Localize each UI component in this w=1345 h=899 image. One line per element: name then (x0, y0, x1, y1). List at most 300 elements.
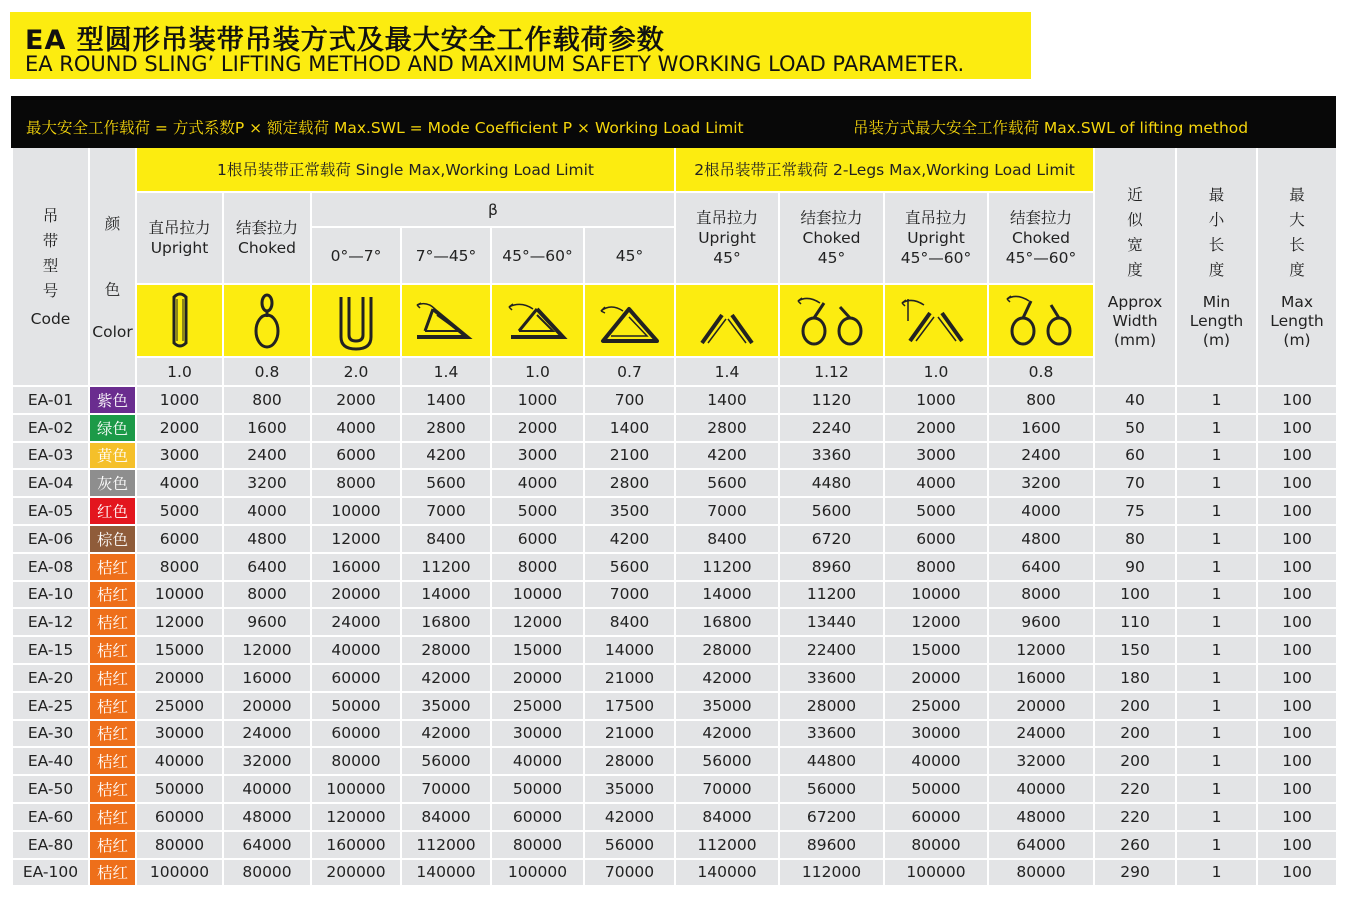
width-cell: 150 (1094, 636, 1176, 664)
load-value-cell: 11200 (401, 553, 491, 581)
load-value-cell: 1000 (136, 386, 223, 414)
max-cell: 100 (1257, 386, 1337, 414)
load-value-cell: 16800 (675, 608, 779, 636)
min-cell: 1 (1176, 442, 1257, 470)
load-value-cell: 42000 (401, 720, 491, 748)
load-value-cell: 2000 (884, 414, 988, 442)
width-cell: 200 (1094, 747, 1176, 775)
color-cell: 绿色 (89, 414, 136, 442)
color-cell: 桔红 (89, 859, 136, 887)
load-value-cell: 1400 (401, 386, 491, 414)
load-value-cell: 8400 (584, 608, 675, 636)
load-value-cell: 6000 (311, 442, 401, 470)
code-cell: EA-06 (12, 525, 89, 553)
load-value-cell: 8000 (311, 469, 401, 497)
load-value-cell: 2400 (988, 442, 1094, 470)
load-value-cell: 8000 (223, 581, 311, 609)
load-value-cell: 100000 (136, 859, 223, 887)
load-value-cell: 5600 (584, 553, 675, 581)
load-value-cell: 30000 (491, 720, 584, 748)
max-cell: 100 (1257, 692, 1337, 720)
angle-45-header: 45° (584, 227, 675, 284)
load-value-cell: 100000 (311, 775, 401, 803)
load-value-cell: 2800 (584, 469, 675, 497)
min-cell: 1 (1176, 831, 1257, 859)
max-cell: 100 (1257, 442, 1337, 470)
angle-0-7-header: 0°—7° (311, 227, 401, 284)
load-value-cell: 6400 (988, 553, 1094, 581)
color-cell: 灰色 (89, 469, 136, 497)
load-value-cell: 20000 (311, 581, 401, 609)
two-leg-choked-icon (1001, 291, 1081, 351)
load-value-cell: 16800 (401, 608, 491, 636)
load-value-cell: 5600 (401, 469, 491, 497)
load-value-cell: 20000 (136, 664, 223, 692)
load-value-cell: 6000 (136, 525, 223, 553)
min-cell: 1 (1176, 497, 1257, 525)
swl-formula: 最大安全工作载荷 = 方式系数P × 额定载荷 Max.SWL = Mode Coefficient P × Working Load Limit (26, 119, 744, 137)
load-value-cell: 112000 (675, 831, 779, 859)
load-value-cell: 56000 (779, 775, 884, 803)
load-value-cell: 56000 (675, 747, 779, 775)
min-cell: 1 (1176, 775, 1257, 803)
coefficient-cell: 0.8 (988, 357, 1094, 386)
load-value-cell: 100000 (491, 859, 584, 887)
choked-sling-icon (247, 291, 287, 351)
basket-45-60-illustration (491, 284, 584, 357)
coefficient-cell: 1.0 (136, 357, 223, 386)
table-row (12, 775, 1337, 803)
load-value-cell: 64000 (223, 831, 311, 859)
basket-0-7-illustration (311, 284, 401, 357)
formula-banner (11, 96, 1336, 148)
vertical-sling-icon (160, 291, 200, 351)
width-cell: 220 (1094, 775, 1176, 803)
color-cell: 桔红 (89, 581, 136, 609)
min-cell: 1 (1176, 636, 1257, 664)
width-cell: 200 (1094, 720, 1176, 748)
double-choked-60-header: 结套拉力 Choked 45°—60° (988, 192, 1094, 284)
basket-45-illustration (584, 284, 675, 357)
width-cell: 80 (1094, 525, 1176, 553)
min-cell: 1 (1176, 469, 1257, 497)
color-cell: 桔红 (89, 831, 136, 859)
page-title-chinese: EA 型圆形吊装带吊装方式及最大安全工作载荷参数 (25, 25, 665, 56)
load-value-cell: 20000 (223, 692, 311, 720)
load-value-cell: 4800 (223, 525, 311, 553)
code-cell: EA-40 (12, 747, 89, 775)
width-cell: 75 (1094, 497, 1176, 525)
min-cell: 1 (1176, 525, 1257, 553)
load-value-cell: 8400 (401, 525, 491, 553)
single-sling-group-header: 1根吊装带正常载荷 Single Max,Working Load Limit (136, 148, 675, 192)
load-value-cell: 4200 (584, 525, 675, 553)
load-value-cell: 12000 (136, 608, 223, 636)
load-value-cell: 35000 (675, 692, 779, 720)
load-value-cell: 10000 (491, 581, 584, 609)
min-cell: 1 (1176, 553, 1257, 581)
width-cell: 50 (1094, 414, 1176, 442)
load-value-cell: 14000 (401, 581, 491, 609)
load-value-cell: 4000 (136, 469, 223, 497)
load-value-cell: 3200 (988, 469, 1094, 497)
code-cell: EA-05 (12, 497, 89, 525)
code-cell: EA-20 (12, 664, 89, 692)
load-value-cell: 60000 (491, 803, 584, 831)
load-value-cell: 56000 (584, 831, 675, 859)
load-value-cell: 20000 (988, 692, 1094, 720)
load-value-cell: 35000 (584, 775, 675, 803)
load-value-cell: 13440 (779, 608, 884, 636)
load-value-cell: 10000 (311, 497, 401, 525)
max-cell: 100 (1257, 831, 1337, 859)
min-cell: 1 (1176, 608, 1257, 636)
load-value-cell: 3000 (884, 442, 988, 470)
load-value-cell: 15000 (491, 636, 584, 664)
code-cell: EA-10 (12, 581, 89, 609)
load-value-cell: 2000 (311, 386, 401, 414)
load-value-cell: 70000 (675, 775, 779, 803)
load-value-cell: 32000 (223, 747, 311, 775)
load-value-cell: 1400 (584, 414, 675, 442)
load-value-cell: 12000 (884, 608, 988, 636)
load-value-cell: 8000 (491, 553, 584, 581)
load-value-cell: 5000 (884, 497, 988, 525)
load-value-cell: 42000 (401, 664, 491, 692)
min-cell: 1 (1176, 692, 1257, 720)
angle-45-60-header: 45°—60° (491, 227, 584, 284)
load-value-cell: 6000 (491, 525, 584, 553)
code-header: 吊带型号 Code (12, 148, 89, 386)
table-row (12, 581, 1337, 609)
load-value-cell: 120000 (311, 803, 401, 831)
max-cell: 100 (1257, 664, 1337, 692)
load-value-cell: 40000 (311, 636, 401, 664)
load-value-cell: 44800 (779, 747, 884, 775)
load-value-cell: 84000 (401, 803, 491, 831)
load-value-cell: 40000 (884, 747, 988, 775)
load-value-cell: 16000 (311, 553, 401, 581)
load-value-cell: 60000 (311, 720, 401, 748)
table-row (12, 525, 1337, 553)
load-value-cell: 112000 (401, 831, 491, 859)
load-value-cell: 2000 (136, 414, 223, 442)
min-cell: 1 (1176, 859, 1257, 887)
code-cell: EA-50 (12, 775, 89, 803)
load-value-cell: 80000 (311, 747, 401, 775)
load-value-cell: 80000 (491, 831, 584, 859)
load-value-cell: 80000 (988, 859, 1094, 887)
load-value-cell: 80000 (136, 831, 223, 859)
load-value-cell: 28000 (401, 636, 491, 664)
load-value-cell: 1400 (675, 386, 779, 414)
load-value-cell: 56000 (401, 747, 491, 775)
code-cell: EA-08 (12, 553, 89, 581)
load-value-cell: 4200 (675, 442, 779, 470)
load-value-cell: 12000 (223, 636, 311, 664)
code-cell: EA-04 (12, 469, 89, 497)
double-choked-45-illustration (779, 284, 884, 357)
load-value-cell: 800 (988, 386, 1094, 414)
load-value-cell: 28000 (584, 747, 675, 775)
code-cell: EA-15 (12, 636, 89, 664)
load-value-cell: 60000 (311, 664, 401, 692)
coefficient-cell: 1.0 (884, 357, 988, 386)
min-cell: 1 (1176, 720, 1257, 748)
load-value-cell: 33600 (779, 720, 884, 748)
load-value-cell: 3000 (136, 442, 223, 470)
table-row (12, 636, 1337, 664)
basket-7-45-illustration (401, 284, 491, 357)
load-value-cell: 1000 (491, 386, 584, 414)
load-value-cell: 14000 (675, 581, 779, 609)
load-value-cell: 5000 (491, 497, 584, 525)
double-upright-45-illustration (675, 284, 779, 357)
triangle-sling-icon (595, 291, 665, 351)
load-value-cell: 21000 (584, 664, 675, 692)
coefficient-cell: 0.7 (584, 357, 675, 386)
color-cell: 紫色 (89, 386, 136, 414)
two-leg-sling-icon (692, 291, 762, 351)
coefficient-cell: 1.12 (779, 357, 884, 386)
load-value-cell: 8000 (884, 553, 988, 581)
load-value-cell: 8000 (136, 553, 223, 581)
load-value-cell: 5600 (779, 497, 884, 525)
width-cell: 100 (1094, 581, 1176, 609)
single-choked-illustration (223, 284, 311, 357)
max-cell: 100 (1257, 803, 1337, 831)
max-cell: 100 (1257, 469, 1337, 497)
coefficient-cell: 1.4 (401, 357, 491, 386)
code-cell: EA-80 (12, 831, 89, 859)
basket-angle-icon (503, 291, 573, 351)
coefficient-cell: 1.0 (491, 357, 584, 386)
width-cell: 290 (1094, 859, 1176, 887)
load-value-cell: 2400 (223, 442, 311, 470)
load-value-cell: 4000 (988, 497, 1094, 525)
load-value-cell: 67200 (779, 803, 884, 831)
load-value-cell: 14000 (584, 636, 675, 664)
load-value-cell: 22400 (779, 636, 884, 664)
table-row (12, 386, 1337, 414)
color-cell: 桔红 (89, 608, 136, 636)
min-cell: 1 (1176, 386, 1257, 414)
color-cell: 红色 (89, 497, 136, 525)
table-row (12, 553, 1337, 581)
method-note: 吊装方式最大安全工作载荷 Max.SWL of lifting method (853, 119, 1249, 137)
load-value-cell: 70000 (584, 859, 675, 887)
load-value-cell: 1120 (779, 386, 884, 414)
table-row (12, 442, 1337, 470)
table-row (12, 747, 1337, 775)
load-value-cell: 89600 (779, 831, 884, 859)
load-value-cell: 7000 (401, 497, 491, 525)
table-row (12, 803, 1337, 831)
load-value-cell: 5600 (675, 469, 779, 497)
max-cell: 100 (1257, 497, 1337, 525)
load-value-cell: 9600 (988, 608, 1094, 636)
color-cell: 棕色 (89, 525, 136, 553)
table-row (12, 497, 1337, 525)
load-value-cell: 12000 (491, 608, 584, 636)
load-value-cell: 6000 (884, 525, 988, 553)
code-cell: EA-60 (12, 803, 89, 831)
load-value-cell: 17500 (584, 692, 675, 720)
color-cell: 桔红 (89, 692, 136, 720)
basket-angle-icon (411, 291, 481, 351)
table-row (12, 469, 1337, 497)
two-leg-choked-icon (792, 291, 872, 351)
double-sling-group-header: 2根吊装带正常载荷 2-Legs Max,Working Load Limit (675, 148, 1094, 192)
load-value-cell: 10000 (884, 581, 988, 609)
max-cell: 100 (1257, 636, 1337, 664)
code-cell: EA-01 (12, 386, 89, 414)
single-choked-header: 结套拉力 Choked (223, 192, 311, 284)
max-cell: 100 (1257, 525, 1337, 553)
min-cell: 1 (1176, 664, 1257, 692)
load-value-cell: 1000 (884, 386, 988, 414)
width-cell: 220 (1094, 803, 1176, 831)
load-value-cell: 84000 (675, 803, 779, 831)
coefficient-cell: 1.4 (675, 357, 779, 386)
color-cell: 桔红 (89, 553, 136, 581)
color-cell: 桔红 (89, 636, 136, 664)
load-value-cell: 42000 (675, 664, 779, 692)
load-value-cell: 10000 (136, 581, 223, 609)
coefficient-cell: 0.8 (223, 357, 311, 386)
color-cell: 桔红 (89, 720, 136, 748)
table-row (12, 720, 1337, 748)
min-cell: 1 (1176, 747, 1257, 775)
width-cell: 180 (1094, 664, 1176, 692)
table-row (12, 859, 1337, 887)
load-value-cell: 3000 (491, 442, 584, 470)
table-row (12, 414, 1337, 442)
load-value-cell: 1600 (223, 414, 311, 442)
load-value-cell: 3200 (223, 469, 311, 497)
load-value-cell: 25000 (491, 692, 584, 720)
width-cell: 110 (1094, 608, 1176, 636)
two-leg-sling-icon (896, 291, 976, 351)
load-value-cell: 64000 (988, 831, 1094, 859)
min-length-header: 最小长度 Min Length (m) (1176, 148, 1257, 386)
load-value-cell: 800 (223, 386, 311, 414)
table-row (12, 608, 1337, 636)
max-cell: 100 (1257, 720, 1337, 748)
load-value-cell: 21000 (584, 720, 675, 748)
load-value-cell: 16000 (223, 664, 311, 692)
max-length-header: 最大长度 Max Length (m) (1257, 148, 1337, 386)
load-value-cell: 50000 (491, 775, 584, 803)
load-value-cell: 11200 (779, 581, 884, 609)
max-cell: 100 (1257, 859, 1337, 887)
color-cell: 桔红 (89, 747, 136, 775)
load-value-cell: 140000 (675, 859, 779, 887)
load-value-cell: 20000 (884, 664, 988, 692)
load-value-cell: 12000 (988, 636, 1094, 664)
load-value-cell: 4000 (884, 469, 988, 497)
code-cell: EA-02 (12, 414, 89, 442)
approx-width-header: 近似宽度 Approx Width (mm) (1094, 148, 1176, 386)
load-value-cell: 24000 (311, 608, 401, 636)
width-cell: 260 (1094, 831, 1176, 859)
load-value-cell: 4000 (311, 414, 401, 442)
single-upright-header: 直吊拉力 Upright (136, 192, 223, 284)
load-value-cell: 8960 (779, 553, 884, 581)
width-cell: 200 (1094, 692, 1176, 720)
color-cell: 桔红 (89, 803, 136, 831)
load-value-cell: 11200 (675, 553, 779, 581)
load-value-cell: 32000 (988, 747, 1094, 775)
load-value-cell: 25000 (136, 692, 223, 720)
load-value-cell: 2000 (491, 414, 584, 442)
load-value-cell: 70000 (401, 775, 491, 803)
load-value-cell: 8000 (988, 581, 1094, 609)
load-value-cell: 20000 (491, 664, 584, 692)
load-value-cell: 112000 (779, 859, 884, 887)
load-value-cell: 42000 (675, 720, 779, 748)
max-cell: 100 (1257, 775, 1337, 803)
max-cell: 100 (1257, 747, 1337, 775)
load-value-cell: 24000 (988, 720, 1094, 748)
double-choked-45-header: 结套拉力 Choked 45° (779, 192, 884, 284)
max-cell: 100 (1257, 581, 1337, 609)
load-value-cell: 30000 (884, 720, 988, 748)
double-upright-60-header: 直吊拉力 Upright 45°—60° (884, 192, 988, 284)
load-value-cell: 4800 (988, 525, 1094, 553)
load-value-cell: 60000 (884, 803, 988, 831)
basket-sling-icon (331, 291, 381, 351)
load-value-cell: 15000 (884, 636, 988, 664)
load-value-cell: 7000 (675, 497, 779, 525)
load-value-cell: 60000 (136, 803, 223, 831)
load-value-cell: 4200 (401, 442, 491, 470)
color-cell: 桔红 (89, 664, 136, 692)
table-row (12, 831, 1337, 859)
color-header: 颜色 Color (89, 148, 136, 386)
load-value-cell: 48000 (988, 803, 1094, 831)
load-value-cell: 6720 (779, 525, 884, 553)
load-value-cell: 15000 (136, 636, 223, 664)
width-cell: 40 (1094, 386, 1176, 414)
load-value-cell: 25000 (884, 692, 988, 720)
load-parameter-table (11, 148, 1338, 887)
color-cell: 桔红 (89, 775, 136, 803)
load-value-cell: 16000 (988, 664, 1094, 692)
load-value-cell: 1600 (988, 414, 1094, 442)
load-value-cell: 30000 (136, 720, 223, 748)
double-upright-60-illustration (884, 284, 988, 357)
load-value-cell: 4000 (491, 469, 584, 497)
load-value-cell: 40000 (988, 775, 1094, 803)
load-value-cell: 40000 (491, 747, 584, 775)
load-value-cell: 28000 (779, 692, 884, 720)
max-cell: 100 (1257, 553, 1337, 581)
double-upright-45-header: 直吊拉力 Upright 45° (675, 192, 779, 284)
load-value-cell: 50000 (311, 692, 401, 720)
load-value-cell: 200000 (311, 859, 401, 887)
load-value-cell: 5000 (136, 497, 223, 525)
code-cell: EA-25 (12, 692, 89, 720)
load-value-cell: 50000 (884, 775, 988, 803)
max-cell: 100 (1257, 608, 1337, 636)
beta-header: β (311, 192, 675, 227)
coefficient-cell: 2.0 (311, 357, 401, 386)
load-value-cell: 2800 (675, 414, 779, 442)
load-value-cell: 140000 (401, 859, 491, 887)
load-value-cell: 2800 (401, 414, 491, 442)
angle-7-45-header: 7°—45° (401, 227, 491, 284)
